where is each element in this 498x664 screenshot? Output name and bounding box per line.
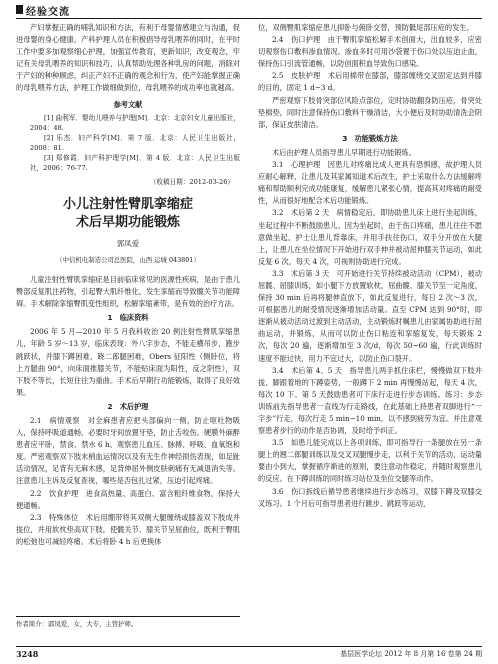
section-heading: 2 术后护理 xyxy=(107,401,149,411)
author-footnote: 作者简介：郭凤爱，女，大专，主管护师。 xyxy=(16,616,240,628)
subsection-paragraph: 3.4 术后第 4、5 天 指导患儿两手抓住床栏，慢慢做双下肢并拢、脚跟着地的下蹲姿势，一般蹲下 2 min 再慢慢站起，每天 4 次，每次 10 下。第 5 天鼓励患者可下床行走进行步态训练。练习：步态训练前先指导患者一直线为行走路线，在此基础上持患者双脚进行“一字步”行走，每次行走 5 min~10 min，以不感到疲劳为宜。并注意观察患者步行的动作是否协调，及时给予纠正。 xyxy=(258,365,482,436)
lead-paragraph: 儿童注射性臂肌挛缩症是目前临床常见的医源性疾病，是由于患儿臀部反复肌注药物，引起臀大肌纤维化，发生挛缩而导致髋关节功能障碍。手术解除挛缩臀肌变性组织，松解挛缩紊带，是有效的治疗方法。 xyxy=(16,274,240,309)
reference-item: [2] 乐杰．妇产科学[M]．第 7 版．北京：人民卫生出版社，2008：81. xyxy=(30,133,240,152)
left-column xyxy=(16,22,240,548)
reference-item: [1] 曲利军．婴幼儿喂养与护理[M]．北京：北京妇女儿童出版社，2004：48. xyxy=(30,113,240,132)
body-paragraph: 严密观察下肢骨突部位风险点部位，定时协助翻身防压疮，骨突处垫棉垫，同时注意保持伤口敷料干燥清洁，大小便后及时协助清洗会阴部，保证皮肤清洁。 xyxy=(258,95,482,129)
page-footer xyxy=(16,646,482,660)
article-author: 郭凤爱 xyxy=(116,238,140,248)
subsection-paragraph: 2.2 饮食护理 进食高热量、高蛋白、富含粗纤维食物，保持大便通畅。 xyxy=(16,488,240,510)
section-label: 经验交流 xyxy=(26,7,70,18)
subsection-paragraph: 3.6 伤口拆线后循导患者继续进行步态练习，双膝下蹲及双膝交叉练习。1 个月后可指导患者进行跳步、跳跃等运动， xyxy=(258,486,482,508)
body-paragraph: 2006 年 5 月—2010 年 5 月我科收治 20 例注射性臂肌挛缩患儿，年龄 5 岁～13 岁，临床表现：外八字步态，不能走横吊步，跑步跳跃状，并膝下蹲困难，跷二郎腿困难，Obers 征阳性（侧卧位，将上方腿曲 90°，向床面推膝关节，不能贴床面为阳性，反之阴性），双下肢不等长，长短住往为重曲。手术后早期行功能锻炼，取得了良好效果。 xyxy=(16,327,240,397)
header-mark xyxy=(16,5,23,14)
intro-paragraph: 产妇掌握正确的哺乳知识和方法，有利于母婴情感建立与沟通，促进母婴的身心健康。产科护理人员在积极倡导母乳喂养的同时，在平时工作中要多加观察细心护理，加强宣传教育，更新知识，改变观念，牢记有关母乳喂养的知识和技巧，认真帮助处理各种乳房的问题，消除对于产妇的种种顾虑，纠正产妇不正确的观念和行为，使产妇能掌握正确的母乳喂养方法，护理工作做细做到位，母乳喂养的成功率也就越高。 xyxy=(16,23,240,93)
article-title-line: 术后早期功能锻炼 xyxy=(75,214,180,230)
body-paragraph: 术后由护理人员指导患儿早期进行功能锻炼。 xyxy=(272,147,416,157)
subsection-paragraph: 2.1 病情观察 对全麻患者应把头部偏向一侧，防止呕吐物吸入，保持呼吸道通畅，必要时牙间放置牙垫，防止舌咬伤。硬膜外麻醉患者应平卧，禁食、禁水 6 h。观察患儿血压、脉搏、呼吸、血氧饱和度。严密观察双下肢末梢血运情况以及有无生作神经损伤表现，如足趾活动情况，足背有无麻木感，足背伸屈外侧皮肤刺痛有无减退消失等。注意患儿主诉及反复查视，哪些是否包扎过紧，压迫引起疼痛。 xyxy=(16,415,240,486)
footer-rule xyxy=(16,646,482,647)
reference-item: [3] 郑修霞．妇产科护理学[M]．第 4 版．北京：人民卫生出版社，2006：76-77. xyxy=(30,153,240,172)
section-heading: 1 临床资料 xyxy=(107,313,149,323)
page-number: 3248 xyxy=(16,649,39,659)
right-column xyxy=(258,22,482,510)
article-title xyxy=(16,196,240,232)
subsection-paragraph: 3.5 如患儿能完成以上各项训练，即可指导行一条腿放在另一条腿上的翘二郎腿训练以及交叉双腿慢步走，以利于关节的活动，运动量要由小到大，掌握循序渐进的原则，要注意动作稳定，并随时观察患儿的反应。在下蹲训练的同时练习站位及坐位交腿等动作。 xyxy=(258,438,482,484)
subsection-paragraph: 2.5 皮肤护理 术后用棉带在膝部，膝部缠绕交叉固定达到并膝的目的，固定 1 d~3 d。 xyxy=(258,71,482,93)
article-title-line: 小儿注射性臂肌挛缩症 xyxy=(62,196,193,212)
journal-info: 基层医学论坛 2012 年 8 月第 16 卷第 24 期 xyxy=(340,650,482,658)
subsection-paragraph: 2.3 特殊体位 术后用绷带将其双侧大腿缠绕或膝盖双下肢成并拢位，并用软枕垫高双下肢，使髋关节、膝关节呈屈曲位，既利于臀肌的松弛也可减轻疼痛。术后将卧 4 h 后更换体 xyxy=(16,512,240,546)
section-heading: 3 功能锻炼方法 xyxy=(342,133,398,143)
page-header xyxy=(16,3,482,17)
subsection-paragraph: 3.3 术后第 3 天 可开始进行关节持续被动活动（CPM），被动屈髋、屈膝训练，如小腿下方放置软枕，屈曲髋、膝关节至一定角度，保持 30 min 后再将腿伸直放下，如此反复进行，每日 2 次～3 次，可根据患儿的耐受情况逐渐增加活动量。直至 CPM 达到 90°时，即逐渐从被动活动过渡到主动活动，主动锻炼时嘱患儿由家属协助进行屈曲运动，并锻炼，从而可以防止伤口粘连和挛缩复发，每天锻炼 2 次，每次 20 遍，逐渐增加至 3 次/d，每次 50~60 遍，行此训练时速度不能过快，用力不宜过大，以防止伤口裂开。 xyxy=(258,268,482,363)
continued-paragraph: 位，双侧臀肌挛缩症患儿抑卧与俯卧交替，预防骶尾部压疮的发生。 xyxy=(258,23,474,32)
subsection-paragraph: 3.1 心理护理 因患儿对疼痛比成人更具有恐惧感，故护理人员应耐心解释，让患儿及其家属知道术后改生，护士采取什么方法缓解疼痛和帮助顺利完成功能康复，缓解患儿紧张心情，提高其对疼痛的耐受性，从而很好地配合术后功能锻炼。 xyxy=(258,160,482,206)
header-rule xyxy=(16,18,482,19)
references-title: 参考文献 xyxy=(113,99,143,109)
received-date: （收稿日期：2012-03-26） xyxy=(149,177,234,186)
author-affiliation: （中信机电制造公司总医院，山西 运城 043801） xyxy=(56,255,200,264)
subsection-paragraph: 2.4 伤口护理 由于臀肌挛缩松解手术创面大，出血较多，应密切观察伤口敷料渗血情况。渗血多时可用沙袋置于伤口处以压迫止血，保持伤口引流管通畅，以防创面积血导致伤口感染。 xyxy=(258,35,482,69)
subsection-paragraph: 3.2 术后第 2 天 病情稳定后，即协助患儿床上进行坐起训练，坐起过程中不断鼓励患儿。因为坐起时，由于伤口疼痛，患儿往往不愿意做坐起，护士让患儿背靠床，并用手扶住伤口，双手分开放在大腿上，让患儿在坐位情况下开始进行双手伸并被动屈伸膝关节运动，如此反复 6 次，每天 4 次，可视则协助进行完成。 xyxy=(258,208,482,266)
